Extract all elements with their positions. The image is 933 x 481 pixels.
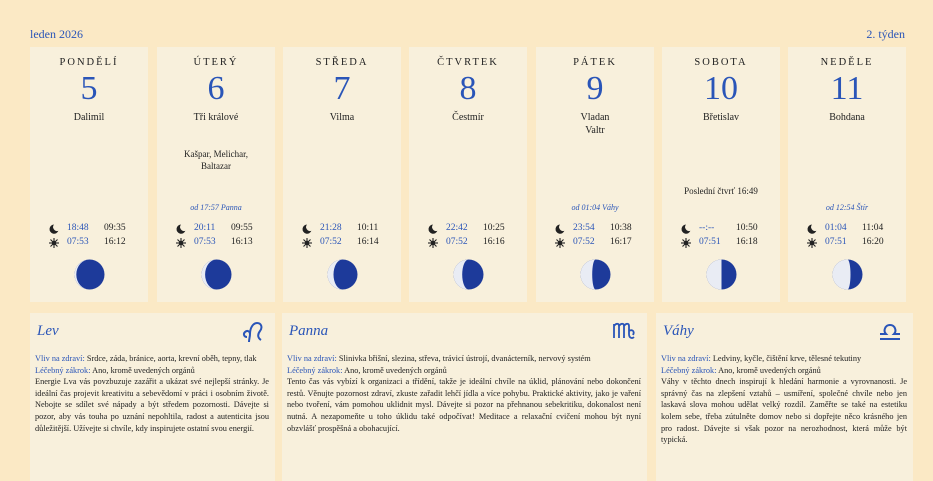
- sun-icon: [554, 237, 566, 249]
- day-name: ÚTERÝ: [193, 57, 239, 68]
- name-day: Tři králové: [193, 112, 239, 123]
- day-column: [662, 47, 780, 302]
- moon-icon: [427, 223, 439, 235]
- moonrise-time: 21:28: [320, 223, 342, 233]
- moon-times-row: [30, 223, 148, 235]
- day-number: 5: [80, 70, 98, 107]
- treatment-label: Léčebný zákrok:: [35, 365, 91, 375]
- day-column: [536, 47, 654, 302]
- day-column: [30, 47, 148, 302]
- sun-icon: [680, 237, 692, 249]
- sun-times-row: [409, 237, 527, 249]
- sunset-time: 16:14: [357, 237, 379, 247]
- moon-phase-icon: [579, 258, 612, 291]
- sunrise-time: 07:53: [67, 237, 89, 247]
- zodiac-body-text: Tento čas vás vybízí k organizaci a třídění, takže je ideální chvíle na úklid, plánování nebo dokončení restů. Věnujte pozornost zdraví, zkuste zařadit lehčí jídla a více pohybu. Praktické aktivity, jako je vaření nebo tvoření, vám pomohou uklidnit mysl. Dávejte si pozor na přehnanou sebekritiku, dokonalost není nutná. A nezapomeňte u toho úklidu také odpočívat! Meditace a relaxační cvičení mohou být nyní obzvlášť prospěšná a obohacující.: [287, 377, 641, 433]
- health-influence-label: Vliv na zdraví:: [287, 354, 337, 363]
- sunrise-time: 07:53: [194, 237, 216, 247]
- day-number: 7: [333, 70, 351, 107]
- day-name: PONDĚLÍ: [59, 57, 119, 68]
- moon-phase-icon: [200, 258, 233, 291]
- zodiac-sign-title: Panna: [289, 323, 329, 339]
- moon-icon: [554, 223, 566, 235]
- health-influence-label: Vliv na zdraví:: [35, 354, 85, 363]
- sun-icon: [175, 237, 187, 249]
- day-name: NEDĚLE: [820, 57, 874, 68]
- moonrise-time: --:--: [699, 223, 715, 233]
- zodiac-sign-title: Váhy: [663, 323, 694, 339]
- moonset-time: 10:38: [610, 223, 632, 233]
- day-name: PÁTEK: [573, 57, 617, 68]
- moonrise-time: 20:11: [194, 223, 216, 233]
- name-day: Dalimil: [73, 112, 105, 123]
- name-day: Břetislav: [702, 112, 740, 123]
- health-influence-text: Slinivka břišní, slezina, střeva, trávicí ústrojí, dvanácterník, nervový systém: [338, 354, 591, 363]
- moonrise-time: 22:42: [446, 223, 468, 233]
- sunset-time: 16:12: [104, 237, 126, 247]
- health-influence-label: Vliv na zdraví:: [661, 354, 711, 363]
- treatment-text: Ano, kromě uvedených orgánů: [718, 365, 821, 375]
- day-name: ČTVRTEK: [437, 57, 499, 68]
- day-column: [788, 47, 906, 302]
- sunrise-time: 07:51: [699, 237, 721, 247]
- sunrise-time: 07:52: [446, 237, 468, 247]
- sunrise-time: 07:52: [320, 237, 342, 247]
- sunrise-time: 07:52: [573, 237, 595, 247]
- moon-icon: [48, 223, 60, 235]
- day-number: 8: [459, 70, 477, 107]
- zodiac-panel: [282, 313, 647, 481]
- name-day: Čestmír: [452, 112, 484, 123]
- moon-phase-icon: [73, 258, 106, 291]
- moon-icon: [806, 223, 818, 235]
- moon-phase-icon: [326, 258, 359, 291]
- sun-times-row: [30, 237, 148, 249]
- treatment-text: Ano, kromě uvedených orgánů: [344, 365, 447, 375]
- moon-icon: [301, 223, 313, 235]
- treatment-label: Léčebný zákrok:: [287, 365, 343, 375]
- zodiac-body-text: Energie Lva vás povzbuzuje zazářit a ukázat své nejlepší stránky. Je ideální čas projevit kreativitu a sebevědomí v práci i osobním životě. Nebojte se sdílet své nápady a být středem pozornosti. Dávejte si pozor, aby vás touha po uznání nepohltila, radost a autenticita jsou důležitější. Užívejte si chvíle, kdy inspirujete ostatní svou energií.: [35, 377, 269, 433]
- moonset-time: 10:50: [736, 223, 758, 233]
- day-number: 9: [586, 70, 604, 107]
- moon-sign-change: od 12:54 Štír: [825, 203, 869, 212]
- day-number: 11: [830, 70, 864, 107]
- treatment-text: Ano, kromě uvedených orgánů: [92, 365, 195, 375]
- moon-icon: [680, 223, 692, 235]
- sunset-time: 16:20: [862, 237, 884, 247]
- name-day: Bohdana: [829, 112, 865, 123]
- zodiac-description: [35, 353, 269, 434]
- sun-times-row: [662, 237, 780, 249]
- health-influence-text: Srdce, záda, brániсe, aorta, krevní oběh, tepny, tlak: [86, 354, 257, 363]
- zodiac-panel: [30, 313, 275, 481]
- sunset-time: 16:13: [231, 237, 253, 247]
- moon-times-row: [662, 223, 780, 235]
- zodiac-panel: [656, 313, 913, 481]
- moon-icon: [175, 223, 187, 235]
- treatment-label: Léčebný zákrok:: [661, 365, 717, 375]
- sun-times-row: [536, 237, 654, 249]
- libra-icon: [877, 317, 903, 343]
- sunset-time: 16:17: [610, 237, 632, 247]
- moon-sign-change: od 17:57 Panna: [190, 203, 242, 212]
- zodiac-description: [287, 353, 641, 434]
- sun-icon: [301, 237, 313, 249]
- virgo-icon: [611, 317, 637, 343]
- week-number-label: 2. týden: [866, 27, 905, 41]
- moon-sign-change: od 01:04 Váhy: [571, 203, 619, 212]
- zodiac-body-text: Váhy v těchto dnech inspirují k hledání harmonie a vyrovnanosti. Je správný čas na zlepšení vztahů – usmíření, společné chvíle nebo jen laskavá slova mohou udělat velký rozdíl. Zaměřte se také na estetiku kolem sebe, třeba zútulněte domov nebo si dopřejte něco krásného jen pro radost. Dávejte si však pozor na nerozhodnost, která může být typická.: [661, 377, 907, 445]
- moonrise-time: 01:04: [825, 223, 847, 233]
- moon-times-row: [409, 223, 527, 235]
- moonset-time: 09:35: [104, 223, 126, 233]
- day-number: 6: [207, 70, 225, 107]
- moonset-time: 10:11: [357, 223, 379, 233]
- day-name: STŘEDA: [315, 57, 369, 68]
- sunset-time: 16:16: [483, 237, 505, 247]
- zodiac-sign-title: Lev: [37, 323, 59, 339]
- moon-times-row: [157, 223, 275, 235]
- sun-times-row: [788, 237, 906, 249]
- sun-times-row: [157, 237, 275, 249]
- moon-phase-icon: [452, 258, 485, 291]
- moonset-time: 10:25: [483, 223, 505, 233]
- moon-times-row: [536, 223, 654, 235]
- extra-names: Kašpar, Melichar, Baltazar: [183, 149, 248, 171]
- moon-times-row: [788, 223, 906, 235]
- day-column: [409, 47, 527, 302]
- sunset-time: 16:18: [736, 237, 758, 247]
- moonset-time: 09:55: [231, 223, 253, 233]
- sun-icon: [427, 237, 439, 249]
- sunrise-time: 07:51: [825, 237, 847, 247]
- day-name: SOBOTA: [694, 57, 748, 68]
- name-day: Vladan Valtr: [580, 112, 610, 136]
- moonset-time: 11:04: [862, 223, 884, 233]
- moon-times-row: [283, 223, 401, 235]
- sun-times-row: [283, 237, 401, 249]
- moonrise-time: 18:48: [67, 223, 89, 233]
- moon-phase-icon: [831, 258, 864, 291]
- day-column: [157, 47, 275, 302]
- moon-phase-icon: [705, 258, 738, 291]
- zodiac-description: [661, 353, 907, 446]
- sun-icon: [48, 237, 60, 249]
- moon-event: Poslední čtvrť 16:49: [684, 186, 758, 196]
- day-number: 10: [704, 70, 738, 107]
- month-year-label: leden 2026: [30, 27, 83, 41]
- sun-icon: [806, 237, 818, 249]
- day-column: [283, 47, 401, 302]
- name-day: Vilma: [329, 112, 355, 123]
- moonrise-time: 23:54: [573, 223, 595, 233]
- leo-icon: [239, 317, 265, 343]
- health-influence-text: Ledviny, kyčle, čištění krve, tělesné tekutiny: [712, 354, 862, 363]
